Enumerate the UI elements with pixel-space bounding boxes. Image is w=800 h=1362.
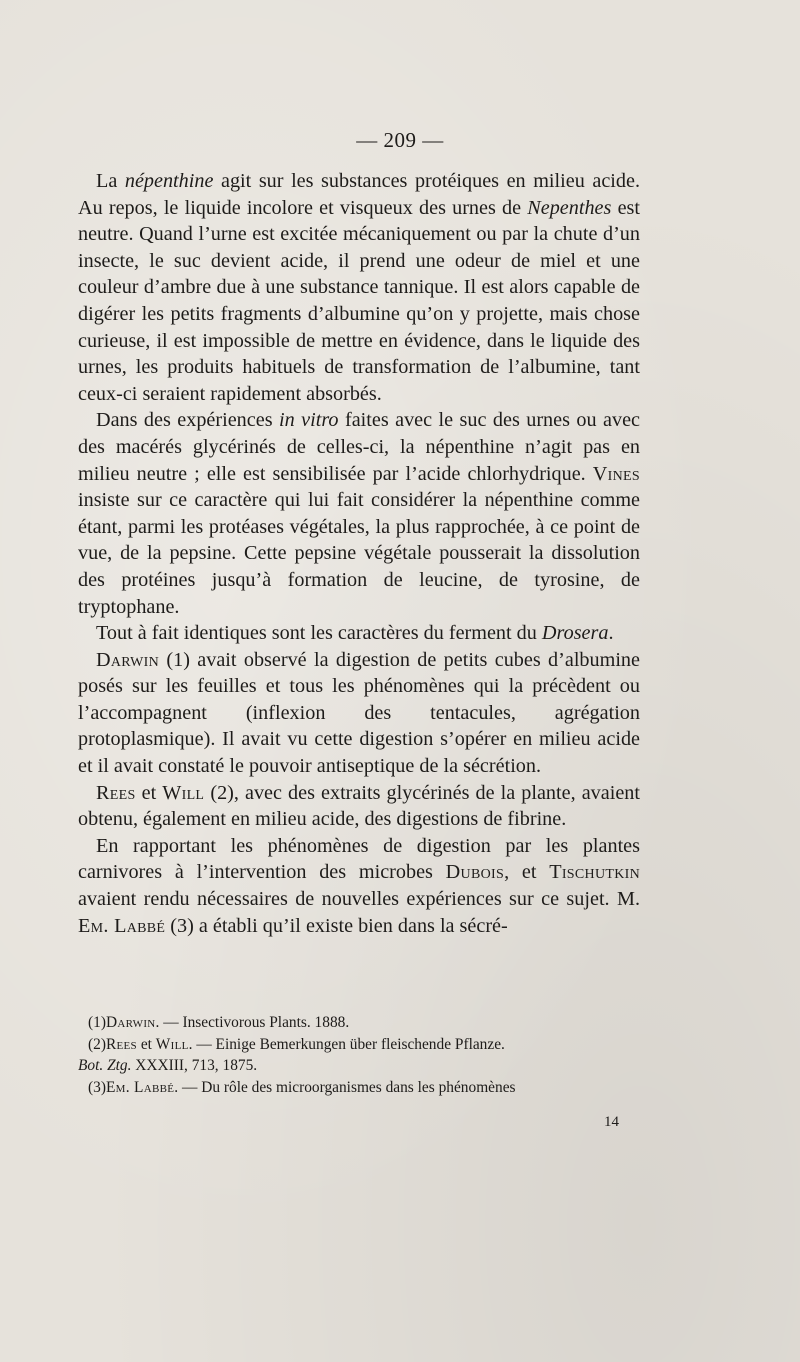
paragraph-darwin	[78, 647, 640, 780]
text-run: La	[96, 170, 125, 192]
text-run: est neutre. Quand l’urne est excitée mécaniquement ou par la chute d’un insecte, le suc devient acide, il prend une odeur de miel et une couleur d’ambre due à une substance tannique. Il est alors capable de digérer les petits fragments d’albumine qu’on y projette, mais chose curieuse, il est impossible de mettre en évidence, dans le liquide des urnes, les produits habituels de transformation de l’albumine, tant ceux-ci seraient rapidement absorbés.	[78, 196, 640, 405]
text-run: En rapportant les phénomènes de digestion par les plantes carnivores à l’intervention des microbes	[78, 834, 640, 884]
paragraph-in-vitro	[78, 407, 640, 620]
footnote-2-continued	[78, 1055, 640, 1077]
footnotes	[78, 1012, 640, 1098]
footnote-1	[78, 1012, 640, 1034]
text-run: (2), avec des extraits glycérinés de la plante, avaient obtenu, également en milieu acide, des digestions de fibrine.	[78, 781, 640, 831]
text-run: et	[135, 781, 163, 804]
footnote-author: Will	[155, 1035, 189, 1053]
footnote-text: et	[136, 1035, 156, 1053]
author-will: Will	[162, 781, 205, 804]
paragraph-nepenthine	[78, 168, 640, 407]
genus-nepenthes: Nepenthes	[527, 196, 612, 219]
footnote-text: XXXIII, 713, 1875.	[131, 1057, 258, 1074]
paragraph-rees-will	[78, 780, 640, 833]
footnote-author: Darwin	[105, 1014, 156, 1031]
text-run: insiste sur ce caractère qui lui fait considérer la népenthine comme étant, parmi les protéases végétales, la plus rapprochée, à ce point de vue, de la pepsine. Cette pepsine végétale pousserait la dissolution des protéines jusqu’à formation de leucine, de tyrosine, de tryptophane.	[78, 489, 640, 618]
text-run: , et	[504, 861, 550, 884]
genus-drosera: Drosera	[541, 622, 609, 645]
footnote-mark: (3)	[88, 1078, 106, 1096]
text-run: avaient rendu nécessaires de nouvelles expériences sur ce sujet. M.	[78, 888, 640, 911]
footnote-mark: (1)	[88, 1014, 106, 1031]
signature-mark: 14	[604, 1114, 619, 1130]
term-nepenthine: népenthine	[124, 170, 214, 192]
footnote-text: . — Insectivorous Plants. 1888.	[155, 1014, 350, 1031]
paragraph-microbes	[78, 833, 640, 939]
author-dubois: Dubois	[445, 861, 505, 884]
footnote-author: Rees	[105, 1035, 137, 1053]
footnote-text: . — Du rôle des microorganismes dans les phénomènes	[174, 1078, 516, 1096]
footnote-mark: (2)	[88, 1035, 106, 1053]
author-vines: Vines	[592, 462, 640, 485]
footnote-author: Em. Labbé	[105, 1078, 175, 1096]
term-in-vitro: in vitro	[279, 409, 339, 432]
text-run: Dans des expériences	[96, 409, 279, 432]
author-tischutkin: Tischutkin	[549, 861, 640, 884]
text-run: faites avec le suc des urnes ou avec des macérés glycérinés de celles-ci, la népenthine n’agit pas en milieu neutre ; elle est sensibilisée par l’acide chlorhydrique.	[78, 409, 641, 485]
footnote-text: . — Einige Bemerkungen über fleischende Pflanze.	[188, 1035, 505, 1053]
footnote-journal: Bot. Ztg.	[78, 1057, 132, 1074]
page-number: — 209 —	[356, 128, 444, 152]
footnote-2	[78, 1034, 640, 1056]
text-run: agit sur les substances protéiques en milieu acide. Au repos, le liquide incolore et visqueux des urnes de	[78, 170, 640, 219]
text-run: .	[608, 622, 614, 645]
text-run: Tout à fait identiques sont les caractères du ferment du	[96, 622, 542, 645]
author-darwin: Darwin	[96, 648, 160, 671]
main-text	[78, 168, 640, 939]
paragraph-drosera	[78, 620, 640, 647]
text-run: (1) avait observé la digestion de petits cubes d’albumine posés sur les feuilles et tous les phénomènes qui la précèdent ou l’accompagnent (inflexion des tentacules, agrégation protoplasmique). Il avait vu cette digestion s’opérer en milieu acide et il avait constaté le pouvoir antiseptique de la sécrétion.	[78, 648, 640, 778]
author-labbe: Em. Labbé	[78, 914, 166, 937]
author-rees: Rees	[96, 781, 136, 804]
footnote-3	[78, 1077, 640, 1099]
text-run: (3) a établi qu’il existe bien dans la sécré-	[165, 914, 508, 937]
